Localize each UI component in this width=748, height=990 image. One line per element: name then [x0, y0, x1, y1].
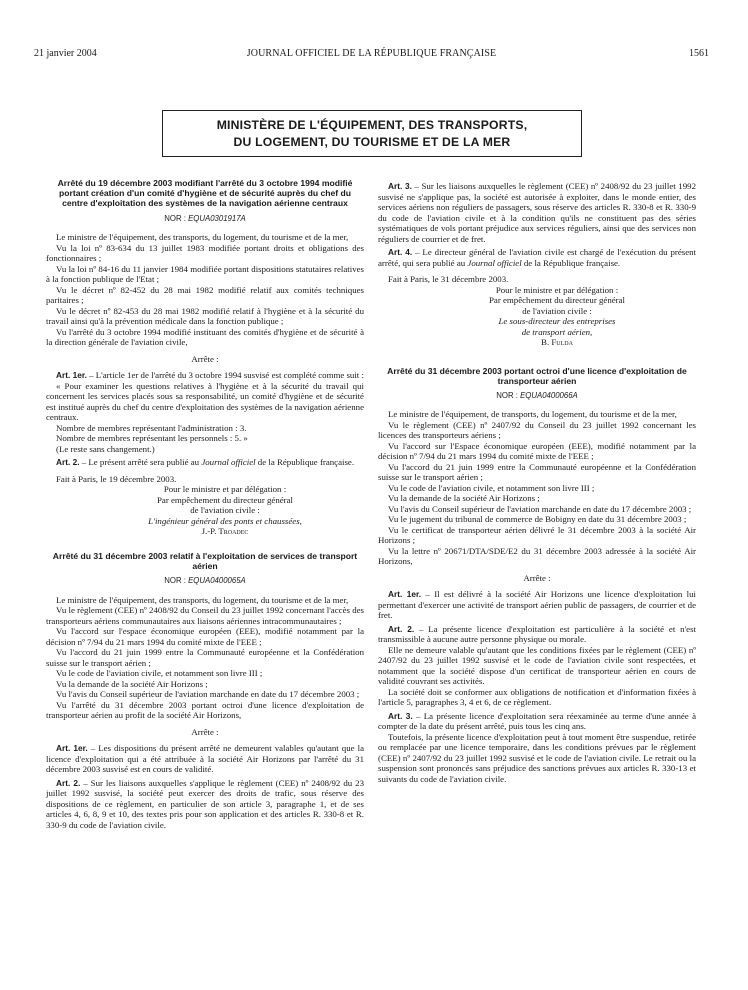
decree3-visa: Vu l'avis du Conseil supérieur de l'aviation marchande en date du 17 décembre 2003 ;: [388, 503, 692, 514]
decree3-visa: Vu la lettre nº 20671/DTA/SDE/E2 du 31 décembre 2003 adressée à la société Air Horizons,: [378, 545, 696, 567]
signature-line: L'ingénieur général des ponts et chaussées,: [148, 515, 302, 526]
decree1-title: Arrêté du 19 décembre 2003 modifiant l'arrêté du 3 octobre 1994 modifié portant création d'un comité d'hygiène et de sécurité auprès du chef du centre d'exploitation des systèmes de la navigation aérienne centraux: [57, 178, 353, 209]
decree2-article-3: [378, 181, 696, 244]
signature-line: Pour le ministre et par délégation :: [495, 284, 619, 295]
decree3-article-1: [378, 589, 696, 621]
decree2-visa: Vu l'arrêté du 31 décembre 2003 portant octroi d'une licence d'exploitation de transporteur aérien au profit de la société Air Horizons,: [46, 699, 364, 721]
decree1-member-line: Nombre de membres représentant les personnels : 5. »: [56, 433, 248, 444]
article-text: – Les dispositions du présent arrêté ne demeurent valables qu'autant que la licence d'exploitation qui a été attribuée à la société Air Horizons par l'arrêté du 31 décembre 2003 susvisé est en cours de validité.: [46, 743, 364, 775]
decree3-title: Arrêté du 31 décembre 2003 portant octroi d'une licence d'exploitation de transporteur aérien: [387, 365, 687, 386]
journal-ref: Journal officiel: [467, 257, 522, 268]
article-text: de la République française.: [521, 257, 621, 268]
ministry-heading: [162, 110, 582, 157]
decree1-signature-block: [46, 484, 364, 537]
article-label: Art. 2.: [388, 623, 415, 634]
nor-label: NOR :: [164, 213, 186, 223]
article-label: Art. 1er.: [56, 370, 87, 381]
decree3-visa: Vu la demande de la société Air Horizons ;: [388, 493, 540, 504]
decree2-visa: Vu le code de l'aviation civile, et notamment son livre III ;: [56, 668, 263, 679]
decree2-visa: Vu la demande de la société Air Horizons ;: [56, 678, 208, 689]
decree1-visa: Vu la loi nº 84-16 du 11 janvier 1984 modifiée portant dispositions statutaires relatives à la fonction publique de l'Etat ;: [46, 263, 364, 285]
decree2-visa: Le ministre de l'équipement, des transports, du logement, du tourisme et de la mer,: [56, 594, 349, 605]
decree3-visa: Vu l'accord du 21 juin 1999 entre la Communauté européenne et la Confédération suisse sur le transport aérien ;: [378, 461, 696, 483]
nor-code: EQUA0400066A: [520, 390, 578, 400]
article-text: – L'article 1er de l'arrêté du 3 octobre 1994 susvisé est complété comme suit :: [86, 370, 364, 381]
decree1-member-line: Nombre de membres représentant l'administration : 3.: [56, 422, 247, 433]
article-text: de la République française.: [255, 457, 355, 468]
nor-code: EQUA0301917A: [188, 213, 246, 223]
article-label: Art. 2.: [56, 777, 81, 788]
decree3-visa: Vu le certificat de transporteur aérien délivré le 31 décembre 2003 à la société Air Horizons ;: [378, 524, 696, 546]
decree2-visa: Vu l'accord du 21 juin 1999 entre la Communauté européenne et la Confédération suisse sur le transport aérien ;: [46, 647, 364, 668]
nor-label: NOR :: [164, 576, 186, 586]
decree2-article-2: [46, 778, 364, 831]
decree1-visa: Vu le décret nº 82-452 du 28 mai 1982 modifié relatif aux comités techniques paritaires ;: [46, 284, 364, 306]
decree3-article-2-para: Elle ne demeure valable qu'autant que les conditions fixées par le règlement (CEE) nº 2407/92 du 23 juillet 1992 susvisé et le code de l'aviation civile sont respectées, et notamment que la société dispose d'un certificat de transporteur aérien en cours de validité couvrant ses activités.: [378, 644, 696, 687]
decree3-article-2: [378, 624, 696, 645]
decree3-article-3: [378, 711, 696, 732]
decree2-title: Arrêté du 31 décembre 2003 relatif à l'exploitation de services de transport aérien: [52, 550, 358, 571]
decree1-visa: Vu le décret nº 82-453 du 28 mai 1982 modifié relatif à l'hygiène et à la sécurité du travail ainsi qu'à la prévention médicale dans la fonction publique ;: [46, 305, 364, 327]
article-text: – La présente licence d'exploitation sera réexaminée au terme d'une année à compter de la date du présent arrêté, puis tous les cinq ans.: [378, 710, 696, 732]
article-label: Art. 3.: [388, 181, 412, 191]
page-header: [34, 48, 709, 62]
decree2-done-at: Fait à Paris, le 31 décembre 2003.: [388, 274, 509, 284]
decree3-visa: Vu l'accord sur l'Espace économique européen (EEE), modifié notamment par la décision nº 7/94 du 21 mars 1994 du comité mixte de l'EEE ;: [378, 440, 696, 462]
signatory-name: B. Fulda: [541, 337, 573, 347]
decree2-article-1: [46, 743, 364, 775]
decree2-nor: [46, 576, 364, 587]
decree1-article-2: [46, 457, 364, 468]
decree3-visa: Le ministre de l'équipement, de transports, du logement, du tourisme et de la mer,: [388, 409, 677, 420]
article-text: – Sur les liaisons auxquelles le règlement (CEE) nº 2408/92 du 23 juillet 1992 susvisé ne s'applique pas, la société est autorisée à exploiter, dans le monde entier, des services aériens non réguliers de passagers, sous réserve des articles R. 330-8 et R. 330-9 du code de l'aviation civile et à la condition qu'ils ne constituent pas des séries systématiques de vols portant préjudice aux services réguliers, ainsi que des services non réguliers de courrier et de fret.: [378, 181, 696, 244]
decree1-done-at: Fait à Paris, le 19 décembre 2003.: [56, 473, 177, 484]
decree3-visa: Vu le règlement (CEE) nº 2407/92 du Conseil du 23 juillet 1992 concernant les licences des transporteurs aériens ;: [378, 419, 696, 441]
page-number: 1561: [689, 48, 709, 59]
decree2-visa: Vu le règlement (CEE) nº 2408/92 du Conseil du 23 juillet 1992 concernant l'accès des transporteurs aériens communautaires aux liaisons aériennes intracommunautaires ;: [46, 605, 364, 626]
journal-title: JOURNAL OFFICIEL DE LA RÉPUBLIQUE FRANÇAISE: [246, 48, 497, 59]
ministry-line-2: DU LOGEMENT, DU TOURISME ET DE LA MER: [233, 135, 511, 149]
right-column: [378, 178, 696, 784]
decree3-article-2-para: La société doit se conformer aux obligations de notification et d'information fixées à l'article 5, paragraphes 3, 4 et 6, de ce règlement.: [378, 686, 696, 708]
left-column: [46, 178, 364, 830]
decree1-article-1: [46, 370, 364, 381]
journal-ref: Journal officiel: [201, 457, 256, 468]
decree3-article-3-para: Toutefois, la présente licence d'exploitation peut à tout moment être suspendue, retirée ou remplacée par une licence temporaire, dans les conditions prévues par le règlement (CEE) nº 2407/92 du 23 juillet 1992 susvisé et le code de l'aviation civile. Le retrait ou la suspension sont prononcés sans préjudice des sanctions prévues aux articles R. 330-13 et suivants du code de l'aviation civile.: [378, 731, 696, 784]
article-text: – Il est délivré à la société Air Horizons une licence d'exploitation lui permettant d'exercer une activité de transport aérien public de passagers, de courrier et de fret.: [378, 589, 696, 621]
ministry-line-1: MINISTÈRE DE L'ÉQUIPEMENT, DES TRANSPORTS,: [216, 118, 528, 132]
decree3-nor: [378, 391, 696, 402]
decree2-arrete: Arrête :: [191, 726, 219, 737]
decree1-visa: Le ministre de l'équipement, des transports, du logement, du tourisme et de la mer,: [56, 232, 349, 243]
issue-date: 21 janvier 2004: [34, 48, 97, 59]
signature-line: Par empêchement du directeur général: [488, 295, 626, 305]
decree3-arrete: Arrête :: [523, 572, 551, 583]
decree3-visa: Vu le code de l'aviation civile, et notamment son livre III ;: [388, 482, 595, 493]
decree2-visa: Vu l'avis du Conseil supérieur de l'aviation marchande en date du 17 décembre 2003 ;: [56, 689, 360, 700]
signature-line: de l'aviation civile :: [190, 505, 260, 516]
signature-line: Pour le ministre et par délégation :: [163, 484, 287, 495]
decree1-article-1-quote: « Pour examiner les questions relatives à l'hygiène et à la sécurité du travail qui concernent les services placés sous sa responsabilité, un comité d'hygiène et de sécurité est institué auprès du chef du centre d'exploitation des systèmes de la navigation aérienne centraux.: [46, 380, 364, 423]
decree1-member-line: (Le reste sans changement.): [56, 443, 155, 454]
article-label: Art. 4.: [388, 247, 413, 257]
article-label: Art. 1er.: [388, 589, 422, 600]
article-label: Art. 2.: [56, 457, 80, 468]
article-text: – Sur les liaisons auxquelles s'applique le règlement (CEE) nº 2408/92 du 23 juillet 1992 susvisé, la société peut exercer des droits de trafic, sous réserve des dispositions de ce règlement, en particulier de son article 3, paragraphe 1, et de ses articles 4, 6, 8, 9 et 10, des textes pris pour son application et des articles R. 330-8 et R. 330-9 du code de l'aviation civile.: [46, 777, 364, 830]
decree1-nor: [46, 214, 364, 225]
nor-label: NOR :: [496, 390, 518, 400]
decree2-signature-block: [378, 285, 696, 348]
signature-line: Par empêchement du directeur général: [156, 494, 294, 505]
article-text: – Le présent arrêté sera publié au: [79, 457, 202, 468]
nor-code: EQUA0400065A: [188, 576, 246, 586]
decree1-arrete: Arrête :: [191, 353, 219, 364]
signatory-name: J.-P. Troadec: [201, 526, 249, 537]
decree1-visa: Vu la loi nº 83-634 du 13 juillet 1983 modifiée portant droits et obligations des fonctionnaires ;: [46, 242, 364, 264]
signature-line: Le sous-directeur des entreprises: [498, 316, 616, 326]
signature-line: de l'aviation civile :: [522, 305, 592, 316]
decree2-article-4: [378, 247, 696, 268]
article-text: – Le directeur général de l'aviation civile est chargé de l'exécution du présent arrêté, qui sera publié au: [378, 247, 696, 268]
article-label: Art. 3.: [388, 710, 413, 721]
decree1-visa: Vu l'arrêté du 3 octobre 1994 modifié instituant des comités d'hygiène et de sécurité à la direction générale de l'aviation civile,: [46, 326, 364, 348]
article-text: – La présente licence d'exploitation est particulière à la société et n'est transmissible à aucune autre personne physique ou morale.: [378, 623, 696, 645]
decree3-visa: Vu le jugement du tribunal de commerce de Bobigny en date du 31 décembre 2003 ;: [388, 514, 687, 525]
decree2-visa: Vu l'accord sur l'espace économique européen (EEE), modifié notamment par la décision nº 7/94 du 21 mars 1994 du comité mixte de l'EEE ;: [46, 626, 364, 647]
article-label: Art. 1er.: [56, 743, 88, 754]
signature-line: de transport aérien,: [521, 326, 593, 337]
